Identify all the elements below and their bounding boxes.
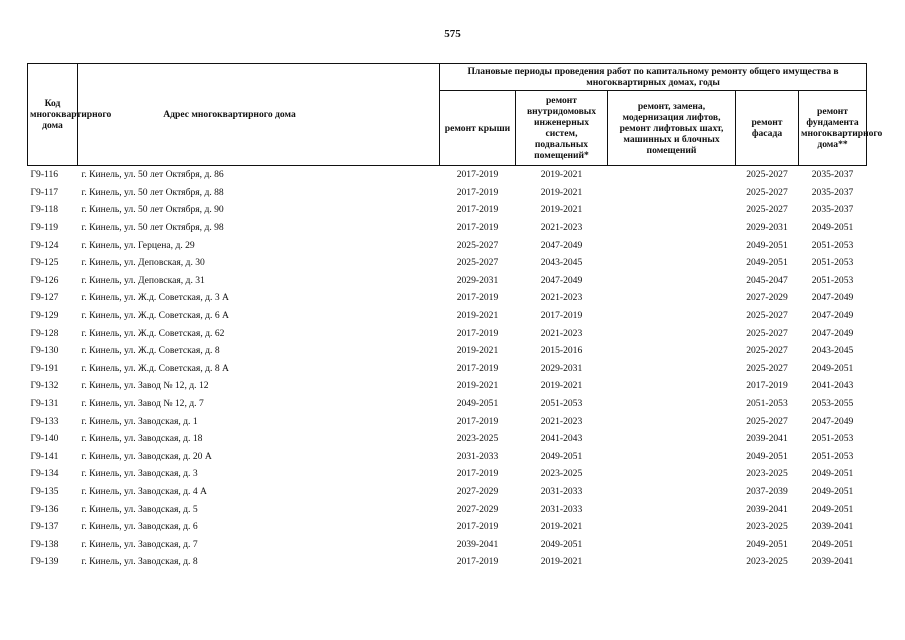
- house-address: г. Кинель, ул. Заводская, д. 5: [81, 503, 198, 515]
- table-row: [28, 448, 867, 466]
- roof-period: 2039-2041: [456, 538, 499, 550]
- house-address: г. Кинель, ул. 50 лет Октября, д. 88: [81, 186, 224, 198]
- house-address: г. Кинель, ул. Завод № 12, д. 7: [81, 398, 204, 410]
- house-address: г. Кинель, ул. Ж.д. Советская, д. 6 А: [81, 310, 229, 322]
- address-column-header: Адрес многоквартирного дома: [78, 64, 440, 166]
- foundation-period: 2039-2041: [811, 521, 854, 533]
- systems-period: 2019-2021: [540, 556, 583, 568]
- facade-period: 2049-2051: [746, 239, 788, 251]
- house-code: Г9-191: [30, 362, 59, 374]
- lifts-period: [608, 324, 736, 342]
- systems-period: 2021-2023: [540, 222, 583, 234]
- house-address: г. Кинель, ул. Герцена, д. 29: [81, 239, 195, 251]
- systems-period: 2047-2049: [540, 274, 583, 286]
- facade-period: 2051-2053: [746, 398, 788, 410]
- table-row: [28, 553, 867, 571]
- facade-period: 2049-2051: [746, 538, 788, 550]
- roof-period: 2023-2025: [456, 433, 499, 445]
- roof-period: 2017-2019: [456, 521, 499, 533]
- code-column-header: Код многоквартирного дома: [28, 64, 78, 166]
- house-code: Г9-132: [30, 380, 59, 392]
- house-code: Г9-117: [30, 186, 59, 198]
- house-code: Г9-119: [30, 222, 59, 234]
- roof-period: 2017-2019: [456, 556, 499, 568]
- foundation-period: 2049-2051: [811, 538, 854, 550]
- table-row: [28, 254, 867, 272]
- facade-period: 2025-2027: [746, 186, 788, 198]
- roof-period: 2049-2051: [456, 398, 499, 410]
- facade-period: 2049-2051: [746, 450, 788, 462]
- house-code: Г9-139: [30, 556, 59, 568]
- lifts-period: [608, 289, 736, 307]
- house-address: г. Кинель, ул. Деповская, д. 31: [81, 274, 205, 286]
- house-code: Г9-129: [30, 310, 59, 322]
- lifts-period: [608, 342, 736, 360]
- systems-period: 2049-2051: [540, 538, 583, 550]
- systems-period: 2043-2045: [540, 257, 583, 269]
- systems-period: 2021-2023: [540, 292, 583, 304]
- lifts-period: [608, 201, 736, 219]
- roof-period: 2017-2019: [456, 204, 499, 216]
- systems-period: 2049-2051: [540, 450, 583, 462]
- foundation-column-header: ремонт фундамента многоквартирного дома**: [799, 91, 867, 166]
- house-address: г. Кинель, ул. 50 лет Октября, д. 90: [81, 204, 224, 216]
- systems-period: 2041-2043: [540, 433, 583, 445]
- table-row: [28, 395, 867, 413]
- table-row: [28, 166, 867, 184]
- table-row: [28, 236, 867, 254]
- house-address: г. Кинель, ул. Заводская, д. 20 А: [81, 450, 212, 462]
- table-row: [28, 500, 867, 518]
- facade-period: 2023-2025: [746, 521, 788, 533]
- house-code: Г9-124: [30, 239, 59, 251]
- house-code: Г9-116: [30, 169, 59, 181]
- systems-period: 2017-2019: [540, 310, 583, 322]
- house-code: Г9-135: [30, 485, 59, 497]
- lifts-period: [608, 307, 736, 325]
- roof-column-header: ремонт крыши: [440, 91, 516, 166]
- house-code: Г9-125: [30, 257, 59, 269]
- lifts-period: [608, 236, 736, 254]
- house-address: г. Кинель, ул. Заводская, д. 6: [81, 521, 198, 533]
- capital-repair-table: [27, 63, 883, 571]
- foundation-period: 2035-2037: [811, 169, 854, 181]
- systems-period: 2047-2049: [540, 239, 583, 251]
- roof-period: 2017-2019: [456, 327, 499, 339]
- systems-period: 2015-2016: [540, 345, 583, 357]
- table-row: [28, 307, 867, 325]
- table-row: [28, 360, 867, 378]
- foundation-period: 2047-2049: [811, 415, 854, 427]
- table-row: [28, 201, 867, 219]
- facade-period: 2039-2041: [746, 503, 788, 515]
- roof-period: 2017-2019: [456, 468, 499, 480]
- foundation-period: 2035-2037: [811, 204, 854, 216]
- roof-period: 2019-2021: [456, 310, 499, 322]
- house-address: г. Кинель, ул. 50 лет Октября, д. 86: [81, 169, 224, 181]
- house-code: Г9-137: [30, 521, 59, 533]
- table-header: [28, 64, 883, 166]
- foundation-period: 2041-2043: [811, 380, 854, 392]
- systems-period: 2051-2053: [540, 398, 583, 410]
- table-body: [28, 166, 867, 571]
- systems-period: 2019-2021: [540, 186, 583, 198]
- foundation-period: 2047-2049: [811, 310, 854, 322]
- table-row: [28, 289, 867, 307]
- lifts-period: [608, 219, 736, 237]
- lifts-period: [608, 448, 736, 466]
- facade-period: 2023-2025: [746, 556, 788, 568]
- foundation-period: 2049-2051: [811, 503, 854, 515]
- facade-period: 2025-2027: [746, 310, 788, 322]
- house-address: г. Кинель, ул. Ж.д. Советская, д. 3 А: [81, 292, 229, 304]
- facade-period: 2025-2027: [746, 204, 788, 216]
- facade-period: 2017-2019: [746, 380, 788, 392]
- facade-period: 2045-2047: [746, 274, 788, 286]
- table-row: [28, 518, 867, 536]
- foundation-period: 2039-2041: [811, 556, 854, 568]
- foundation-period: 2049-2051: [811, 468, 854, 480]
- lifts-period: [608, 483, 736, 501]
- systems-period: 2019-2021: [540, 380, 583, 392]
- foundation-period: 2049-2051: [811, 222, 854, 234]
- systems-period: 2031-2033: [540, 485, 583, 497]
- table-row: [28, 184, 867, 202]
- house-address: г. Кинель, ул. Заводская, д. 18: [81, 433, 203, 445]
- house-code: Г9-134: [30, 468, 59, 480]
- house-code: Г9-136: [30, 503, 59, 515]
- facade-period: 2039-2041: [746, 433, 788, 445]
- table-row: [28, 342, 867, 360]
- lifts-period: [608, 166, 736, 184]
- foundation-period: 2051-2053: [811, 257, 854, 269]
- roof-period: 2019-2021: [456, 345, 499, 357]
- facade-period: 2025-2027: [746, 169, 788, 181]
- roof-period: 2025-2027: [456, 257, 499, 269]
- foundation-period: 2043-2045: [811, 345, 854, 357]
- roof-period: 2017-2019: [456, 415, 499, 427]
- house-code: Г9-140: [30, 433, 59, 445]
- roof-period: 2019-2021: [456, 380, 499, 392]
- house-address: г. Кинель, ул. Ж.д. Советская, д. 8 А: [81, 362, 229, 374]
- house-address: г. Кинель, ул. Заводская, д. 8: [81, 556, 198, 568]
- lifts-period: [608, 377, 736, 395]
- house-code: Г9-131: [30, 398, 59, 410]
- house-code: Г9-127: [30, 292, 59, 304]
- foundation-period: 2051-2053: [811, 450, 854, 462]
- roof-period: 2029-2031: [456, 274, 499, 286]
- foundation-period: 2051-2053: [811, 239, 854, 251]
- table-row: [28, 324, 867, 342]
- systems-period: 2021-2023: [540, 327, 583, 339]
- facade-period: 2027-2029: [746, 292, 788, 304]
- house-address: г. Кинель, ул. Ж.д. Советская, д. 62: [81, 327, 225, 339]
- house-code: Г9-118: [30, 204, 59, 216]
- house-code: Г9-138: [30, 538, 59, 550]
- roof-period: 2027-2029: [456, 503, 499, 515]
- lifts-period: [608, 553, 736, 571]
- lifts-period: [608, 465, 736, 483]
- house-code: Г9-141: [30, 450, 59, 462]
- systems-period: 2023-2025: [540, 468, 583, 480]
- systems-period: 2031-2033: [540, 503, 583, 515]
- house-address: г. Кинель, ул. Заводская, д. 1: [81, 415, 198, 427]
- table-row: [28, 483, 867, 501]
- systems-period: 2019-2021: [540, 169, 583, 181]
- foundation-period: 2051-2053: [811, 433, 854, 445]
- lifts-column-header: ремонт, замена, модернизация лифтов, ремонт лифтовых шахт, машинных и блочных помещений: [608, 91, 736, 166]
- roof-period: 2017-2019: [456, 222, 499, 234]
- roof-period: 2017-2019: [456, 362, 499, 374]
- house-address: г. Кинель, ул. Заводская, д. 3: [81, 468, 198, 480]
- systems-column-header: ремонт внутридомовых инженерных систем, подвальных помещений*: [516, 91, 608, 166]
- table-row: [28, 465, 867, 483]
- house-address: г. Кинель, ул. Деповская, д. 30: [81, 257, 205, 269]
- systems-period: 2019-2021: [540, 204, 583, 216]
- facade-period: 2025-2027: [746, 362, 788, 374]
- table-row: [28, 412, 867, 430]
- table-row: [28, 535, 867, 553]
- foundation-period: 2047-2049: [811, 327, 854, 339]
- lifts-period: [608, 254, 736, 272]
- roof-period: 2017-2019: [456, 292, 499, 304]
- facade-period: 2025-2027: [746, 327, 788, 339]
- house-address: г. Кинель, ул. 50 лет Октября, д. 98: [81, 222, 224, 234]
- systems-period: 2029-2031: [540, 362, 583, 374]
- foundation-period: 2049-2051: [811, 362, 854, 374]
- house-code: Г9-126: [30, 274, 59, 286]
- lifts-period: [608, 412, 736, 430]
- periods-group-header: Плановые периоды проведения работ по капитальному ремонту общего имущества в многоквартирных домах, годы: [440, 64, 867, 91]
- foundation-period: 2049-2051: [811, 485, 854, 497]
- foundation-period: 2035-2037: [811, 186, 854, 198]
- facade-period: 2025-2027: [746, 345, 788, 357]
- table-row: [28, 430, 867, 448]
- house-address: г. Кинель, ул. Завод № 12, д. 12: [81, 380, 209, 392]
- roof-period: 2027-2029: [456, 485, 499, 497]
- house-code: Г9-133: [30, 415, 59, 427]
- roof-period: 2017-2019: [456, 186, 499, 198]
- lifts-period: [608, 518, 736, 536]
- facade-period: 2025-2027: [746, 415, 788, 427]
- roof-period: 2031-2033: [456, 450, 499, 462]
- lifts-period: [608, 430, 736, 448]
- facade-period: 2037-2039: [746, 485, 788, 497]
- systems-period: 2021-2023: [540, 415, 583, 427]
- house-code: Г9-130: [30, 345, 59, 357]
- facade-period: 2029-2031: [746, 222, 788, 234]
- lifts-period: [608, 272, 736, 290]
- lifts-period: [608, 500, 736, 518]
- systems-period: 2019-2021: [540, 521, 583, 533]
- facade-period: 2023-2025: [746, 468, 788, 480]
- roof-period: 2025-2027: [456, 239, 499, 251]
- lifts-period: [608, 184, 736, 202]
- table-row: [28, 377, 867, 395]
- page-number: 575: [444, 28, 461, 40]
- foundation-period: 2047-2049: [811, 292, 854, 304]
- roof-period: 2017-2019: [456, 169, 499, 181]
- table-row: [28, 219, 867, 237]
- house-address: г. Кинель, ул. Заводская, д. 4 А: [81, 485, 207, 497]
- foundation-period: 2051-2053: [811, 274, 854, 286]
- lifts-period: [608, 535, 736, 553]
- house-address: г. Кинель, ул. Ж.д. Советская, д. 8: [81, 345, 220, 357]
- lifts-period: [608, 360, 736, 378]
- foundation-period: 2053-2055: [811, 398, 854, 410]
- facade-column-header: ремонт фасада: [736, 91, 799, 166]
- house-code: Г9-128: [30, 327, 59, 339]
- house-address: г. Кинель, ул. Заводская, д. 7: [81, 538, 198, 550]
- lifts-period: [608, 395, 736, 413]
- table-row: [28, 272, 867, 290]
- facade-period: 2049-2051: [746, 257, 788, 269]
